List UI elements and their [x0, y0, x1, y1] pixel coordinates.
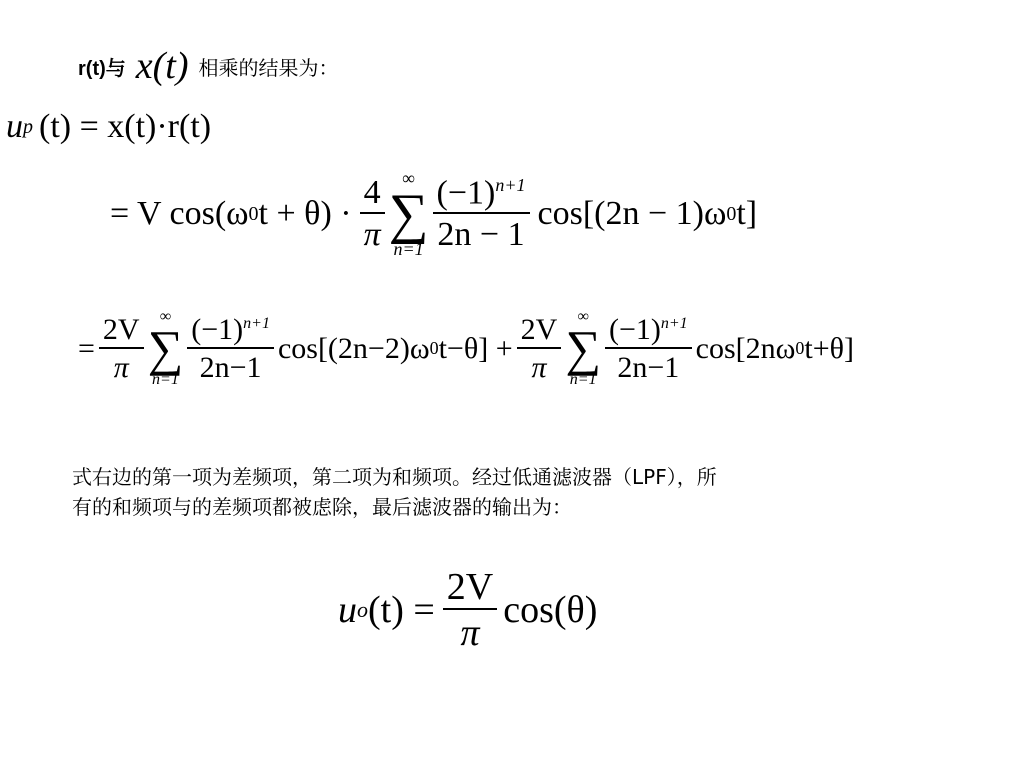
- equation-3: [78, 308, 854, 389]
- eq3-s1-num-wrap: [187, 312, 274, 349]
- eq3-mid-b: t−θ] +: [438, 331, 513, 365]
- eq3-f1-num: 2V: [99, 315, 144, 349]
- eq3-sum-fraction-2: [605, 312, 692, 384]
- eq4-frac-num: 2V: [443, 568, 497, 610]
- eq2-tail-sub: 0: [726, 202, 737, 225]
- sigma-icon: ∑: [565, 320, 601, 376]
- eq4-frac-den: π: [460, 612, 480, 654]
- equation-2: [110, 168, 757, 260]
- eq3-f2-den: π: [531, 350, 547, 384]
- eq3-frac1: [99, 312, 144, 384]
- intro-prefix: r(t)与: [78, 57, 126, 80]
- eq2-sum-bottom: n=1: [393, 239, 424, 260]
- eq3-mid-sub: 0: [429, 338, 439, 358]
- equation-4: [338, 568, 597, 652]
- eq3-s1-bottom: n=1: [152, 371, 179, 388]
- intro-suffix: 相乘的结果为：: [198, 55, 339, 80]
- eq3-summation-1: [148, 308, 184, 389]
- intro-x-of-t: x(t): [135, 45, 189, 87]
- eq2-sum-den: 2n − 1: [437, 216, 525, 254]
- paragraph-line-1: 式右边的第一项为差频项，第二项为和频项。经过低通滤波器（LPF），所: [72, 465, 717, 489]
- eq3-s2-top: ∞: [577, 308, 589, 325]
- eq2-sum-top: ∞: [402, 168, 415, 188]
- sigma-icon: ∑: [388, 183, 429, 245]
- eq3-end-b: t+θ]: [804, 331, 855, 365]
- eq3-lead: =: [78, 331, 95, 365]
- eq4-rhs: cos(θ): [503, 589, 598, 631]
- eq2-sum-num-sup: n+1: [495, 175, 526, 196]
- eq2-frac-den: π: [363, 216, 381, 254]
- eq3-s2-num: (−1): [608, 312, 661, 346]
- explanation-paragraph: [72, 462, 717, 522]
- eq3-s2-num-sup: n+1: [660, 314, 688, 332]
- intro-line: [78, 44, 339, 88]
- eq3-end: cos[2nω: [695, 331, 796, 365]
- eq2-part1-sub: 0: [248, 202, 259, 225]
- eq3-frac2: [517, 312, 562, 384]
- sigma-icon: ∑: [147, 320, 184, 376]
- eq2-part1: = V cos(ω: [110, 195, 249, 233]
- eq2-summation: [389, 168, 429, 260]
- eq3-s2-num-wrap: [605, 312, 692, 349]
- eq3-mid: cos[(2n−2)ω: [277, 331, 430, 365]
- eq1-sub: p: [23, 115, 33, 138]
- eq3-f1-den: π: [113, 350, 129, 384]
- eq2-sum-num: (−1): [436, 174, 496, 212]
- eq2-frac-num: 4: [360, 176, 385, 214]
- eq2-tail: cos[(2n − 1)ω: [537, 195, 727, 233]
- eq3-s2-den: 2n−1: [617, 350, 680, 384]
- eq3-end-sub: 0: [795, 338, 805, 358]
- eq3-f2-num: 2V: [517, 315, 562, 349]
- eq3-sum-fraction-1: [187, 312, 274, 384]
- eq2-fraction: [360, 176, 385, 252]
- eq4-fraction: [443, 568, 497, 652]
- eq1-rest: (t) = x(t)·r(t): [39, 108, 212, 145]
- eq2-part1-b: t + θ) ·: [258, 195, 352, 233]
- eq2-sum-fraction: [433, 176, 530, 252]
- eq3-s1-top: ∞: [159, 308, 172, 325]
- eq1-u: u: [6, 108, 23, 145]
- paragraph-line-2: 有的和频项与的差频项都被虑除，最后滤波器的输出为：: [72, 495, 572, 519]
- equation-1: [6, 108, 211, 146]
- eq3-s2-bottom: n=1: [569, 371, 597, 388]
- eq4-u: u: [338, 589, 357, 631]
- eq2-sum-num-wrap: [433, 176, 530, 214]
- eq4-rest: (t) =: [368, 589, 435, 631]
- eq3-s1-num: (−1): [191, 312, 244, 346]
- eq3-s1-num-sup: n+1: [243, 314, 270, 332]
- eq2-tail-b: t]: [736, 195, 758, 233]
- eq3-s1-den: 2n−1: [199, 350, 262, 384]
- eq3-summation-2: [565, 308, 601, 389]
- eq4-sub: o: [357, 597, 368, 622]
